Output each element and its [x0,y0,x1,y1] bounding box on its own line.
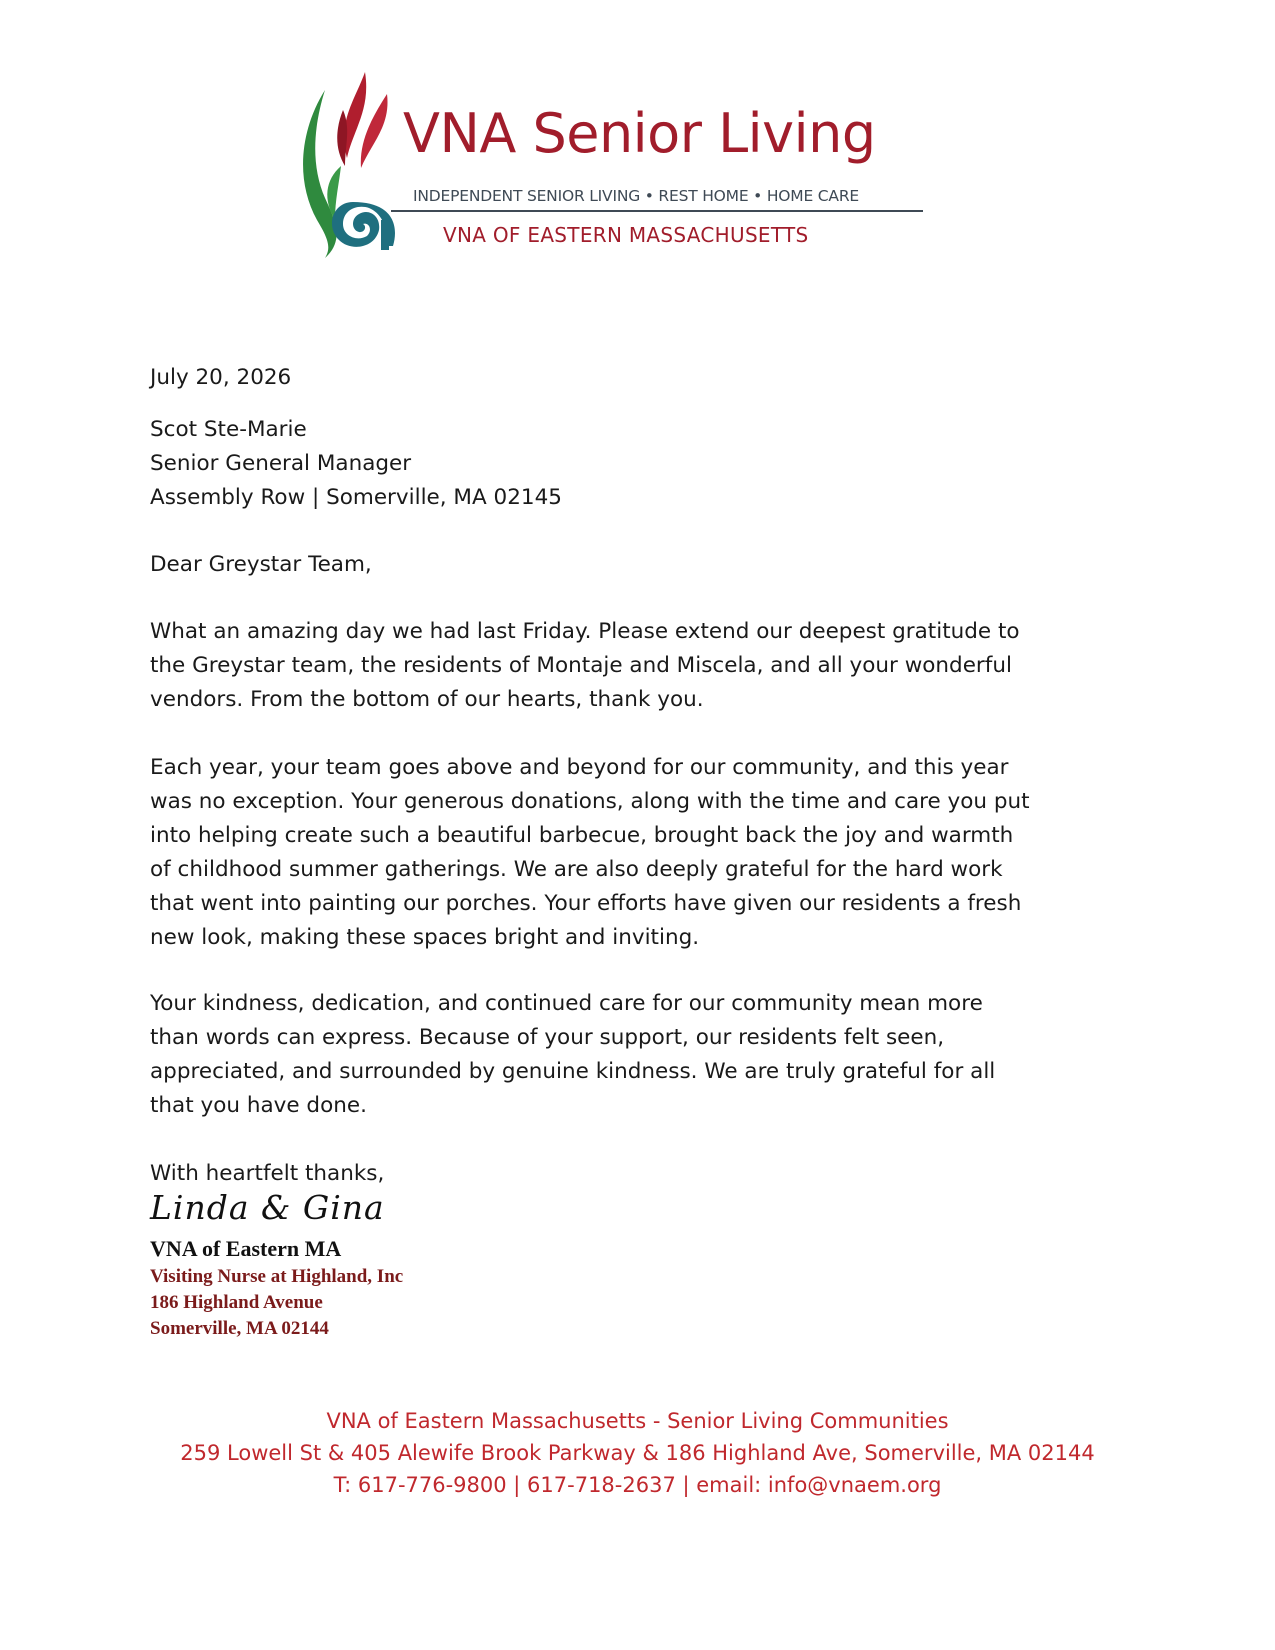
recipient-title: Senior General Manager [150,451,412,476]
sender-city: Somerville, MA 02144 [150,1318,329,1339]
brand-organization: VNA OF EASTERN MASSACHUSETTS [443,223,809,247]
paragraph-1 [150,615,1130,717]
paragraph-2 [150,751,1130,955]
tagline-underline [391,210,923,212]
closing-text: With heartfelt thanks, [150,1161,385,1186]
footer-line-2: 259 Lowell St & 405 Alewife Brook Parkway & 186 Highland Ave, Somerville, MA 02144 [180,1441,1095,1465]
brand-title: VNA Senior Living [403,102,876,165]
paragraph-line: Your kindness, dedication, and continued care for our community mean more [150,991,983,1016]
sender-block [150,1234,403,1342]
paragraph-line: What an amazing day we had last Friday. Please extend our deepest gratitude to [150,619,1020,644]
paragraph-line: into helping create such a beautiful barbecue, brought back the joy and warmth [150,823,1014,848]
salutation [150,548,1130,582]
footer-line-1: VNA of Eastern Massachusetts - Senior Living Communities [326,1409,949,1433]
sender-org: Visiting Nurse at Highland, Inc [150,1266,404,1287]
recipient-block [150,413,1130,515]
letterhead [295,70,995,270]
sender-street: 186 Highland Avenue [150,1292,323,1313]
paragraph-line: vendors. From the bottom of our hearts, thank you. [150,687,704,712]
salutation-text: Dear Greystar Team, [150,552,372,577]
recipient-address: Assembly Row | Somerville, MA 02145 [150,485,562,510]
paragraph-line: than words can express. Because of your support, our residents felt seen, [150,1025,945,1050]
paragraph-line: of childhood summer gatherings. We are also deeply grateful for the hard work [150,857,1003,882]
letter-date [150,361,1130,395]
date-text: July 20, 2026 [150,365,292,390]
paragraph-line: appreciated, and surrounded by genuine kindness. We are truly grateful for all [150,1059,996,1084]
closing [150,1157,1130,1191]
paragraph-line: Each year, your team goes above and beyond for our community, and this year [150,755,1009,780]
paragraph-line: that you have done. [150,1093,367,1118]
handwritten-signature: Linda & Gina [150,1188,385,1227]
footer-line-3: T: 617-776-9800 | 617-718-2637 | email: info@vnaem.org [333,1473,942,1497]
paragraph-line: was no exception. Your generous donations, along with the time and care you put [150,789,1030,814]
paragraph-3 [150,987,1130,1123]
vna-leaf-logo-icon [295,70,405,260]
paragraph-line: that went into painting our porches. Your efforts have given our residents a fresh [150,891,1022,916]
paragraph-line: new look, making these spaces bright and inviting. [150,925,700,950]
recipient-name: Scot Ste-Marie [150,417,307,442]
sender-name: VNA of Eastern MA [150,1236,342,1261]
paragraph-line: the Greystar team, the residents of Montaje and Miscela, and all your wonderful [150,653,1012,678]
brand-tagline: INDEPENDENT SENIOR LIVING • REST HOME • HOME CARE [413,187,859,205]
page-footer [0,1405,1275,1501]
